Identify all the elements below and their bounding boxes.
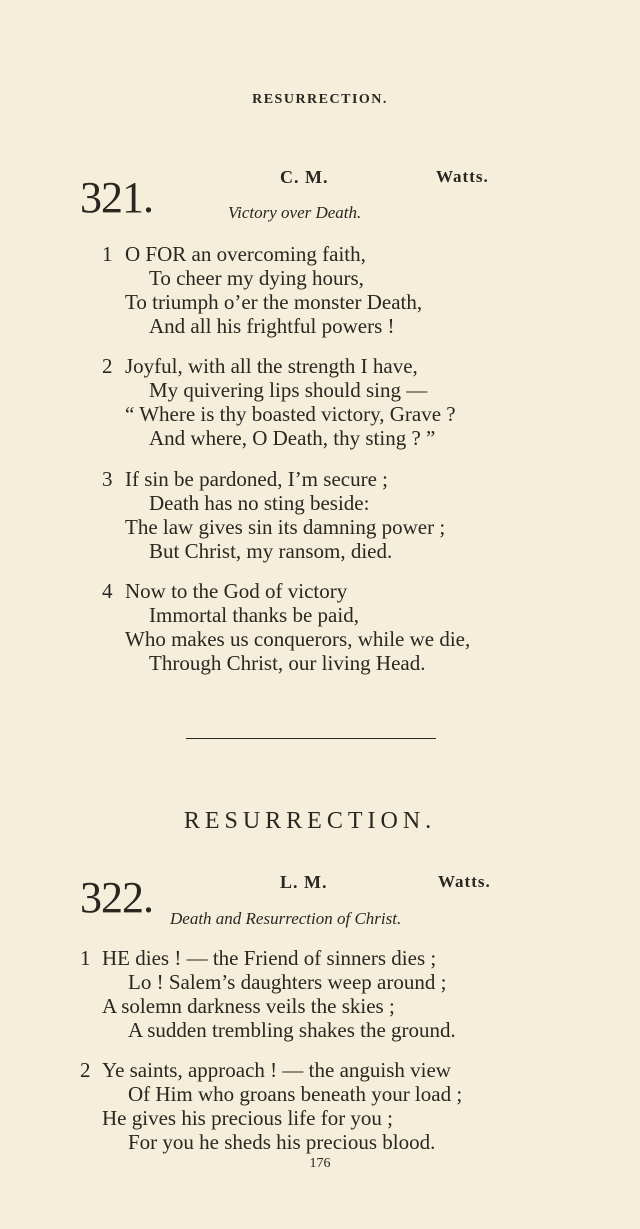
verse-line: The law gives sin its damning power ;	[125, 515, 446, 539]
hymn-meter: L. M.	[280, 872, 328, 892]
running-head: RESURRECTION.	[252, 92, 388, 107]
verse-line: Through Christ, our living Head.	[149, 651, 426, 675]
verse-line: He gives his precious life for you ;	[102, 1106, 394, 1130]
hymn-subtitle: Victory over Death.	[228, 203, 362, 222]
hymn-author: Watts.	[436, 167, 489, 186]
stanza-number: 2	[102, 354, 113, 378]
verse-line: A solemn darkness veils the skies ;	[102, 994, 395, 1018]
page-number: 176	[309, 1156, 331, 1171]
verse-line: And where, O Death, thy sting ? ”	[149, 426, 436, 450]
verse-line: If sin be pardoned, I’m secure ;	[125, 467, 388, 491]
verse-line: Joyful, with all the strength I have,	[125, 354, 418, 378]
stanza-number: 1	[102, 242, 113, 266]
verse-line: Now to the God of victory	[125, 579, 348, 603]
verse-line: “ Where is thy boasted victory, Grave ?	[125, 402, 456, 426]
verse-line: To cheer my dying hours,	[149, 266, 364, 290]
section-heading: RESURRECTION.	[183, 808, 437, 834]
stanza-number: 2	[80, 1058, 91, 1082]
verse-line: My quivering lips should sing —	[149, 378, 428, 402]
verse-line: O FOR an overcoming faith,	[125, 242, 366, 266]
hymn-author: Watts.	[438, 872, 491, 891]
verse-line: To triumph o’er the monster Death,	[125, 290, 423, 314]
verse-line: But Christ, my ransom, died.	[149, 539, 393, 563]
verse-line: Death has no sting beside:	[149, 491, 370, 515]
verse-line: HE dies ! — the Friend of sinners dies ;	[102, 946, 437, 970]
verse-line: Immortal thanks be paid,	[149, 603, 359, 627]
section-divider	[186, 738, 436, 739]
stanza-number: 3	[102, 467, 113, 491]
hymn-number: 321.	[80, 173, 153, 222]
verse-line: And all his frightful powers !	[149, 314, 395, 338]
stanza-number: 1	[80, 946, 91, 970]
hymn-meter: C. M.	[280, 167, 329, 187]
hymn-number: 322.	[80, 873, 153, 922]
verse-line: Ye saints, approach ! — the anguish view	[102, 1058, 451, 1082]
verse-line: A sudden trembling shakes the ground.	[128, 1018, 456, 1042]
verse-line: For you he sheds his precious blood.	[128, 1130, 436, 1154]
verse-line: Of Him who groans beneath your load ;	[128, 1082, 463, 1106]
verse-line: Lo ! Salem’s daughters weep around ;	[128, 970, 447, 994]
verse-line: Who makes us conquerors, while we die,	[125, 627, 471, 651]
stanza-number: 4	[102, 579, 113, 603]
hymn-subtitle: Death and Resurrection of Christ.	[170, 909, 402, 928]
